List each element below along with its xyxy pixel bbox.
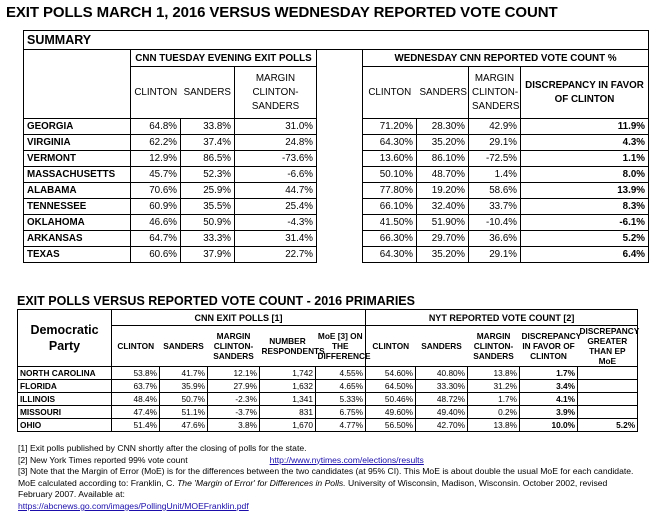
abcnews-link[interactable]: https://abcnews.go.com/images/PollingUnit/MOEFranklin.pdf xyxy=(18,500,249,511)
discrepancy: 4.1% xyxy=(520,393,578,406)
vote-margin: 36.6% xyxy=(469,231,521,247)
exit-margin: -73.6% xyxy=(235,151,317,167)
vote-clinton: 56.50% xyxy=(366,419,416,432)
respondents: 1,341 xyxy=(260,393,316,406)
vote-sanders: 86.10% xyxy=(417,151,469,167)
vote-clinton: 64.30% xyxy=(363,247,417,263)
primaries-row xyxy=(18,406,638,419)
state-name: NORTH CAROLINA xyxy=(18,367,112,380)
group-cnn-exit-polls: CNN TUESDAY EVENING EXIT POLLS xyxy=(131,50,317,67)
p-header-vote-margin: MARGIN CLINTON-SANDERS xyxy=(473,331,514,361)
vote-clinton: 50.10% xyxy=(363,167,417,183)
group-reported-vote: WEDNESDAY CNN REPORTED VOTE COUNT % xyxy=(363,50,649,67)
vote-clinton: 64.50% xyxy=(366,380,416,393)
header-margin: MARGIN CLINTON-SANDERS xyxy=(235,67,317,119)
exit-clinton: 48.4% xyxy=(112,393,160,406)
exit-sanders: 50.7% xyxy=(160,393,208,406)
state-name: OHIO xyxy=(18,419,112,432)
exit-sanders: 47.6% xyxy=(160,419,208,432)
exit-sanders: 52.3% xyxy=(181,167,235,183)
vote-sanders: 33.30% xyxy=(416,380,468,393)
discrepancy-over-moe: 5.2% xyxy=(578,419,638,432)
exit-sanders: 41.7% xyxy=(160,367,208,380)
state-name: FLORIDA xyxy=(18,380,112,393)
header-clinton: CLINTON xyxy=(131,67,181,119)
discrepancy: 4.3% xyxy=(521,135,649,151)
summary-row xyxy=(24,183,649,199)
respondents: 1,670 xyxy=(260,419,316,432)
discrepancy: -6.1% xyxy=(521,215,649,231)
state-name: TEXAS xyxy=(24,247,131,263)
summary-row xyxy=(24,231,649,247)
vote-margin: 1.4% xyxy=(469,167,521,183)
exit-clinton: 45.7% xyxy=(131,167,181,183)
vote-clinton: 54.60% xyxy=(366,367,416,380)
footnotes xyxy=(18,443,643,513)
primaries-table xyxy=(17,309,638,432)
vote-sanders: 35.20% xyxy=(417,247,469,263)
vote-margin: 58.6% xyxy=(469,183,521,199)
vote-sanders: 19.20% xyxy=(417,183,469,199)
state-name: ALABAMA xyxy=(24,183,131,199)
vote-clinton: 77.80% xyxy=(363,183,417,199)
vote-margin: 29.1% xyxy=(469,135,521,151)
exit-clinton: 47.4% xyxy=(112,406,160,419)
exit-clinton: 51.4% xyxy=(112,419,160,432)
vote-sanders: 51.90% xyxy=(417,215,469,231)
exit-margin: -6.6% xyxy=(235,167,317,183)
summary-table xyxy=(23,30,649,263)
footnote-3-text-b: University of Wisconsin, Madison, Wisconsin. October 2002, revised February 2007. Available at: xyxy=(18,477,608,500)
group-cnn-exit-polls-2: CNN EXIT POLLS [1] xyxy=(112,310,366,326)
respondents: 1,632 xyxy=(260,380,316,393)
exit-margin: 22.7% xyxy=(235,247,317,263)
vote-sanders: 48.72% xyxy=(416,393,468,406)
discrepancy: 11.9% xyxy=(521,119,649,135)
respondents: 831 xyxy=(260,406,316,419)
exit-margin: 25.4% xyxy=(235,199,317,215)
vote-sanders: 48.70% xyxy=(417,167,469,183)
summary-label: SUMMARY xyxy=(24,31,131,50)
discrepancy: 3.4% xyxy=(520,380,578,393)
state-name: MASSACHUSETTS xyxy=(24,167,131,183)
footnote-1: [1] Exit polls published by CNN shortly after the closing of polls for the state. xyxy=(18,443,307,453)
vote-clinton: 66.10% xyxy=(363,199,417,215)
exit-clinton: 64.7% xyxy=(131,231,181,247)
discrepancy: 10.0% xyxy=(520,419,578,432)
exit-sanders: 33.3% xyxy=(181,231,235,247)
vote-margin: 29.1% xyxy=(469,247,521,263)
state-name: MISSOURI xyxy=(18,406,112,419)
summary-row xyxy=(24,199,649,215)
discrepancy-over-moe xyxy=(578,406,638,419)
state-name: OKLAHOMA xyxy=(24,215,131,231)
vote-margin: 13.8% xyxy=(468,419,520,432)
moe: 5.33% xyxy=(316,393,366,406)
exit-sanders: 35.9% xyxy=(160,380,208,393)
primaries-row xyxy=(18,393,638,406)
primaries-row xyxy=(18,419,638,432)
exit-clinton: 60.9% xyxy=(131,199,181,215)
exit-margin: 12.1% xyxy=(208,367,260,380)
summary-row xyxy=(24,151,649,167)
primaries-title: EXIT POLLS VERSUS REPORTED VOTE COUNT - 2016 PRIMARIES xyxy=(17,294,415,308)
p-header-sanders: SANDERS xyxy=(163,341,204,351)
discrepancy: 5.2% xyxy=(521,231,649,247)
header-discrepancy: DISCREPANCY IN FAVOR OF CLINTON xyxy=(521,67,649,119)
vote-sanders: 29.70% xyxy=(417,231,469,247)
vote-sanders: 40.80% xyxy=(416,367,468,380)
summary-row xyxy=(24,247,649,263)
exit-clinton: 53.8% xyxy=(112,367,160,380)
discrepancy-over-moe xyxy=(578,393,638,406)
discrepancy: 8.0% xyxy=(521,167,649,183)
header-sanders: SANDERS xyxy=(181,67,235,119)
exit-clinton: 46.6% xyxy=(131,215,181,231)
summary-row xyxy=(24,215,649,231)
vote-clinton: 64.30% xyxy=(363,135,417,151)
discrepancy-over-moe xyxy=(578,367,638,380)
exit-margin: 44.7% xyxy=(235,183,317,199)
discrepancy: 6.4% xyxy=(521,247,649,263)
vote-clinton: 50.46% xyxy=(366,393,416,406)
discrepancy: 3.9% xyxy=(520,406,578,419)
exit-clinton: 62.2% xyxy=(131,135,181,151)
respondents: 1,742 xyxy=(260,367,316,380)
vote-clinton: 66.30% xyxy=(363,231,417,247)
exit-sanders: 51.1% xyxy=(160,406,208,419)
footnote-3-citation: The 'Margin of Error' for Differences in Polls. xyxy=(177,477,346,488)
p-header-vote-sanders: SANDERS xyxy=(421,341,462,351)
party-label: Democratic Party xyxy=(18,310,112,367)
state-name: TENNESSEE xyxy=(24,199,131,215)
vote-clinton: 71.20% xyxy=(363,119,417,135)
vote-sanders: 28.30% xyxy=(417,119,469,135)
vote-clinton: 49.60% xyxy=(366,406,416,419)
exit-sanders: 86.5% xyxy=(181,151,235,167)
p-header-respondents: NUMBER RESPONDENTS xyxy=(261,336,325,356)
moe: 6.75% xyxy=(316,406,366,419)
vote-margin: 42.9% xyxy=(469,119,521,135)
p-header-moe: MoE [3] ON THE DIFFERENCE xyxy=(317,331,371,361)
state-name: GEORGIA xyxy=(24,119,131,135)
vote-margin: 33.7% xyxy=(469,199,521,215)
exit-clinton: 63.7% xyxy=(112,380,160,393)
exit-margin: 24.8% xyxy=(235,135,317,151)
nytimes-link[interactable]: http://www.nytimes.com/elections/results xyxy=(269,454,424,465)
page-title: EXIT POLLS MARCH 1, 2016 VERSUS WEDNESDAY REPORTED VOTE COUNT xyxy=(6,4,558,21)
exit-sanders: 25.9% xyxy=(181,183,235,199)
exit-margin: -2.3% xyxy=(208,393,260,406)
vote-margin: 13.8% xyxy=(468,367,520,380)
discrepancy: 8.3% xyxy=(521,199,649,215)
vote-sanders: 32.40% xyxy=(417,199,469,215)
primaries-row xyxy=(18,367,638,380)
header-vote-sanders: SANDERS xyxy=(417,67,469,119)
vote-sanders: 42.70% xyxy=(416,419,468,432)
exit-margin: 31.4% xyxy=(235,231,317,247)
exit-sanders: 35.5% xyxy=(181,199,235,215)
summary-row xyxy=(24,119,649,135)
vote-margin: -10.4% xyxy=(469,215,521,231)
state-name: ILLINOIS xyxy=(18,393,112,406)
primaries-row xyxy=(18,380,638,393)
summary-row xyxy=(24,167,649,183)
exit-sanders: 37.9% xyxy=(181,247,235,263)
vote-clinton: 13.60% xyxy=(363,151,417,167)
exit-clinton: 64.8% xyxy=(131,119,181,135)
vote-sanders: 49.40% xyxy=(416,406,468,419)
group-nyt-vote-count: NYT REPORTED VOTE COUNT [2] xyxy=(366,310,638,326)
vote-clinton: 41.50% xyxy=(363,215,417,231)
state-name: VIRGINIA xyxy=(24,135,131,151)
p-header-vote-clinton: CLINTON xyxy=(366,326,416,367)
discrepancy: 13.9% xyxy=(521,183,649,199)
exit-clinton: 12.9% xyxy=(131,151,181,167)
vote-margin: -72.5% xyxy=(469,151,521,167)
exit-sanders: 50.9% xyxy=(181,215,235,231)
footnote-3 xyxy=(18,466,643,501)
exit-margin: 3.8% xyxy=(208,419,260,432)
p-header-greater-than-moe: DISCREPANCY GREATER THAN EP MoE xyxy=(579,326,640,366)
p-header-discrepancy: DISCREPANCY IN FAVOR OF CLINTON xyxy=(521,331,582,361)
vote-margin: 31.2% xyxy=(468,380,520,393)
vote-margin: 1.7% xyxy=(468,393,520,406)
p-header-margin: MARGIN CLINTON-SANDERS xyxy=(213,331,254,361)
moe: 4.77% xyxy=(316,419,366,432)
discrepancy-over-moe xyxy=(578,380,638,393)
footnote-2-text: [2] New York Times reported 99% vote count xyxy=(18,454,188,465)
header-vote-clinton: CLINTON xyxy=(363,67,417,119)
state-name: VERMONT xyxy=(24,151,131,167)
p-header-clinton: CLINTON xyxy=(112,326,160,367)
exit-sanders: 37.4% xyxy=(181,135,235,151)
exit-sanders: 33.8% xyxy=(181,119,235,135)
footnote-2 xyxy=(18,455,643,467)
state-name: ARKANSAS xyxy=(24,231,131,247)
discrepancy: 1.1% xyxy=(521,151,649,167)
vote-margin: 0.2% xyxy=(468,406,520,419)
header-vote-margin: MARGIN CLINTON-SANDERS xyxy=(469,67,521,119)
footnote-3-text: [3] Note that the Margin of Error (MoE) is for the differences between the two candidates (at 95% CI). This MoE is about double the usual MoE for each candidate. MoE calculated according to: Franklin, C. xyxy=(18,466,634,488)
vote-sanders: 35.20% xyxy=(417,135,469,151)
exit-margin: 27.9% xyxy=(208,380,260,393)
exit-clinton: 70.6% xyxy=(131,183,181,199)
moe: 4.55% xyxy=(316,367,366,380)
exit-margin: -3.7% xyxy=(208,406,260,419)
discrepancy: 1.7% xyxy=(520,367,578,380)
moe: 4.65% xyxy=(316,380,366,393)
exit-margin: -4.3% xyxy=(235,215,317,231)
exit-margin: 31.0% xyxy=(235,119,317,135)
exit-clinton: 60.6% xyxy=(131,247,181,263)
summary-row xyxy=(24,135,649,151)
